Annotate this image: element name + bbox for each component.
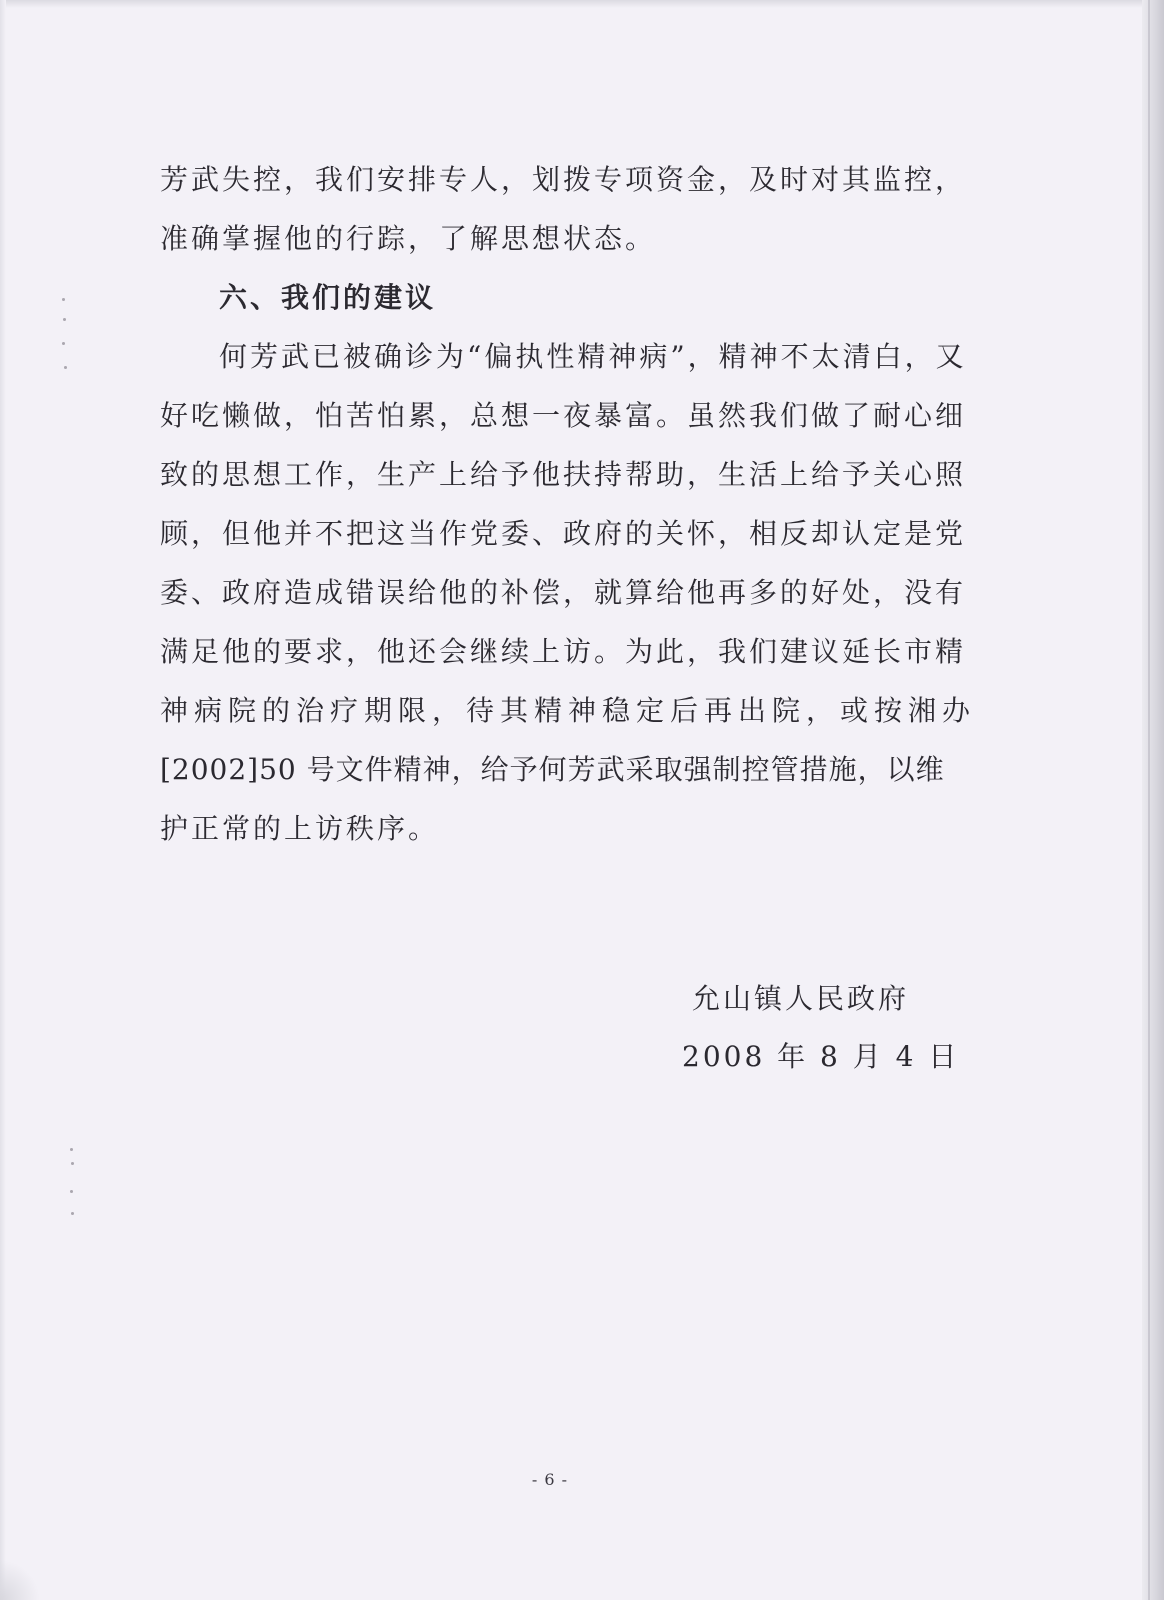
scan-edge-right: [1142, 0, 1164, 1600]
body-line-1: 芳武失控，我们安排专人，划拨专项资金，及时对其监控，: [160, 163, 967, 196]
signing-organization: 允山镇人民政府: [692, 982, 910, 1015]
paragraph-line-2: 好吃懒做，怕苦怕累，总想一夜暴富。虽然我们做了耐心细: [160, 399, 967, 432]
scan-edge-left: [0, 0, 6, 1600]
body-text: [160, 150, 977, 858]
paragraph-line-3: 致的思想工作，生产上给予他扶持帮助，生活上给予关心照: [160, 458, 967, 491]
binding-speck: [70, 1190, 73, 1193]
binding-speck: [64, 366, 67, 369]
binding-speck: [62, 342, 65, 345]
paragraph-line-6: 满足他的要求，他还会继续上访。为此，我们建议延长市精: [160, 635, 967, 668]
paragraph-line-8: [2002]50 号文件精神，给予何芳武采取强制控管措施，以维: [160, 753, 945, 786]
page-number: - 6 -: [531, 1470, 569, 1489]
body-line-2: 准确掌握他的行踪，了解思想状态。: [160, 222, 657, 255]
binding-speck: [70, 1148, 73, 1151]
scan-corner-shadow: [0, 1560, 40, 1600]
binding-speck: [62, 298, 65, 301]
signing-date: 2008 年 8 月 4 日: [682, 1040, 960, 1073]
paragraph-line-4: 顾，但他并不把这当作党委、政府的关怀，相反却认定是党: [160, 517, 967, 550]
signature-block: [682, 970, 960, 1086]
section-heading: 六、我们的建议: [219, 281, 437, 314]
binding-speck: [71, 1162, 74, 1165]
paragraph-line-7: 神病院的治疗期限，待其精神稳定后再出院，或按湘办: [160, 694, 977, 727]
scan-edge-top: [0, 0, 1164, 8]
binding-speck: [63, 318, 66, 321]
paragraph-line-9: 护正常的上访秩序。: [160, 812, 440, 845]
paragraph-line-1: 何芳武已被确诊为“偏执性精神病”，精神不太清白，又: [219, 340, 967, 373]
scan-edge-line: [1148, 0, 1150, 1600]
binding-speck: [71, 1212, 74, 1215]
paragraph-line-5: 委、政府造成错误给他的补偿，就算给他再多的好处，没有: [160, 576, 967, 609]
